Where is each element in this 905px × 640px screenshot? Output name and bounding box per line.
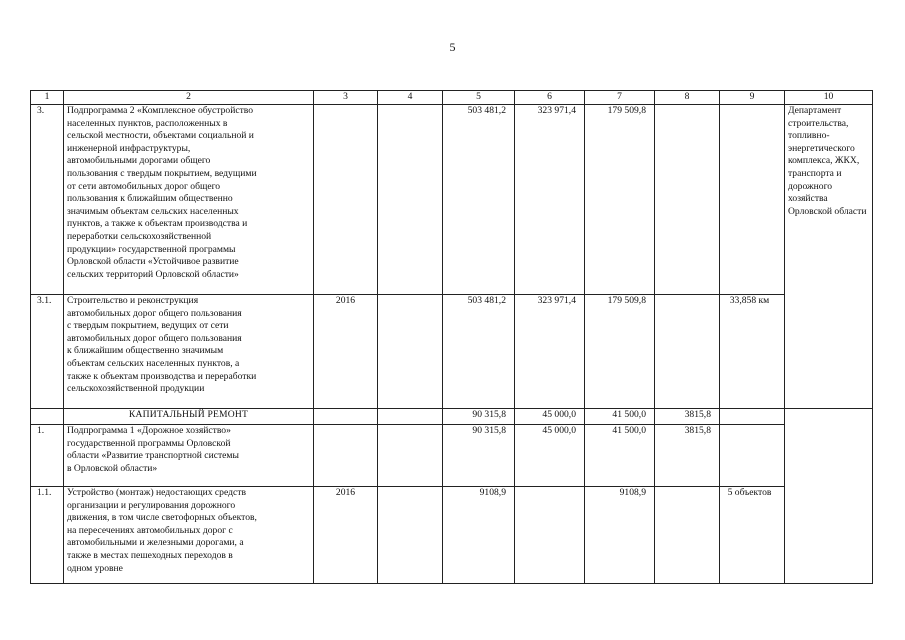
row-col4 [378, 425, 443, 487]
program-table [30, 90, 873, 584]
column-header: 10 [785, 91, 873, 105]
row-col7: 41 500,0 [585, 409, 655, 425]
row-year [314, 409, 378, 425]
row-col4 [378, 409, 443, 425]
table-row [31, 409, 873, 425]
row-year: 2016 [314, 295, 378, 409]
column-header: 9 [720, 91, 785, 105]
row-col6: 323 971,4 [515, 295, 585, 409]
row-col6: 323 971,4 [515, 105, 585, 295]
row-year [314, 425, 378, 487]
column-header: 5 [443, 91, 515, 105]
row-col6 [515, 487, 585, 584]
row-col9: 33,858 км [720, 295, 785, 409]
column-header: 1 [31, 91, 64, 105]
row-total: 90 315,8 [443, 425, 515, 487]
row-year [314, 105, 378, 295]
row-col6: 45 000,0 [515, 425, 585, 487]
row-col8 [655, 105, 720, 295]
row-col7: 9108,9 [585, 487, 655, 584]
row-col9 [720, 409, 785, 425]
row-total: 503 481,2 [443, 105, 515, 295]
responsible-department: Департамент строительства, топливно- энергетического комплекса, ЖКХ, транспорта и дорожного хозяйства Орловской области [785, 105, 873, 409]
column-header: 8 [655, 91, 720, 105]
row-title: Подпрограмма 2 «Комплексное обустройство населенных пунктов, расположенных в сельской местности, объектами социальной и инженерной инфраструктуры, автомобильными дорогами общего пользования с твердым покрытием, ведущими от сети автомобильных дорог общего пользования к ближайшим общественно значимым объектам сельских населенных пунктов, а также к объектам производства и переработки сельскохозяйственной продукции» государственной программы Орловской области «Устойчивое развитие сельских территорий Орловской области» [64, 105, 314, 295]
table-row [31, 295, 873, 409]
row-col7: 179 509,8 [585, 295, 655, 409]
table-row [31, 105, 873, 295]
row-total: 503 481,2 [443, 295, 515, 409]
row-col4 [378, 487, 443, 584]
row-total: 90 315,8 [443, 409, 515, 425]
column-header: 2 [64, 91, 314, 105]
column-header: 6 [515, 91, 585, 105]
column-header: 3 [314, 91, 378, 105]
row-col8 [655, 487, 720, 584]
row-col8: 3815,8 [655, 425, 720, 487]
row-col8: 3815,8 [655, 409, 720, 425]
row-col9 [720, 425, 785, 487]
row-title: Устройство (монтаж) недостающих средств организации и регулирования дорожного движения, в том числе светофорных объектов, на пересечениях автомобильных дорог с автомобильными и железными дорогами, а также в местах пешеходных переходов в одном уровне [64, 487, 314, 584]
row-col6: 45 000,0 [515, 409, 585, 425]
row-number: 1.1. [31, 487, 64, 584]
row-year: 2016 [314, 487, 378, 584]
column-header: 4 [378, 91, 443, 105]
row-col8 [655, 295, 720, 409]
column-header: 7 [585, 91, 655, 105]
row-number: 1. [31, 425, 64, 487]
row-col9: 5 объектов [720, 487, 785, 584]
row-number: 3.1. [31, 295, 64, 409]
section-title: КАПИТАЛЬНЫЙ РЕМОНТ [64, 409, 314, 425]
responsible-department [785, 409, 873, 584]
row-title: Подпрограмма 1 «Дорожное хозяйство» государственной программы Орловской области «Развитие транспортной системы в Орловской области» [64, 425, 314, 487]
row-total: 9108,9 [443, 487, 515, 584]
row-col4 [378, 105, 443, 295]
row-col7: 41 500,0 [585, 425, 655, 487]
column-number-row [31, 91, 873, 105]
row-col9 [720, 105, 785, 295]
table-row [31, 425, 873, 487]
row-number [31, 409, 64, 425]
row-col4 [378, 295, 443, 409]
row-title: Строительство и реконструкция автомобильных дорог общего пользования с твердым покрытием, ведущих от сети автомобильных дорог общего пользования к ближайшим общественно значимым объектам сельских населенных пунктов, а также к объектам производства и переработки сельскохозяйственной продукции [64, 295, 314, 409]
page-number: 5 [449, 40, 456, 54]
row-number: 3. [31, 105, 64, 295]
row-col7: 179 509,8 [585, 105, 655, 295]
table-row [31, 487, 873, 584]
